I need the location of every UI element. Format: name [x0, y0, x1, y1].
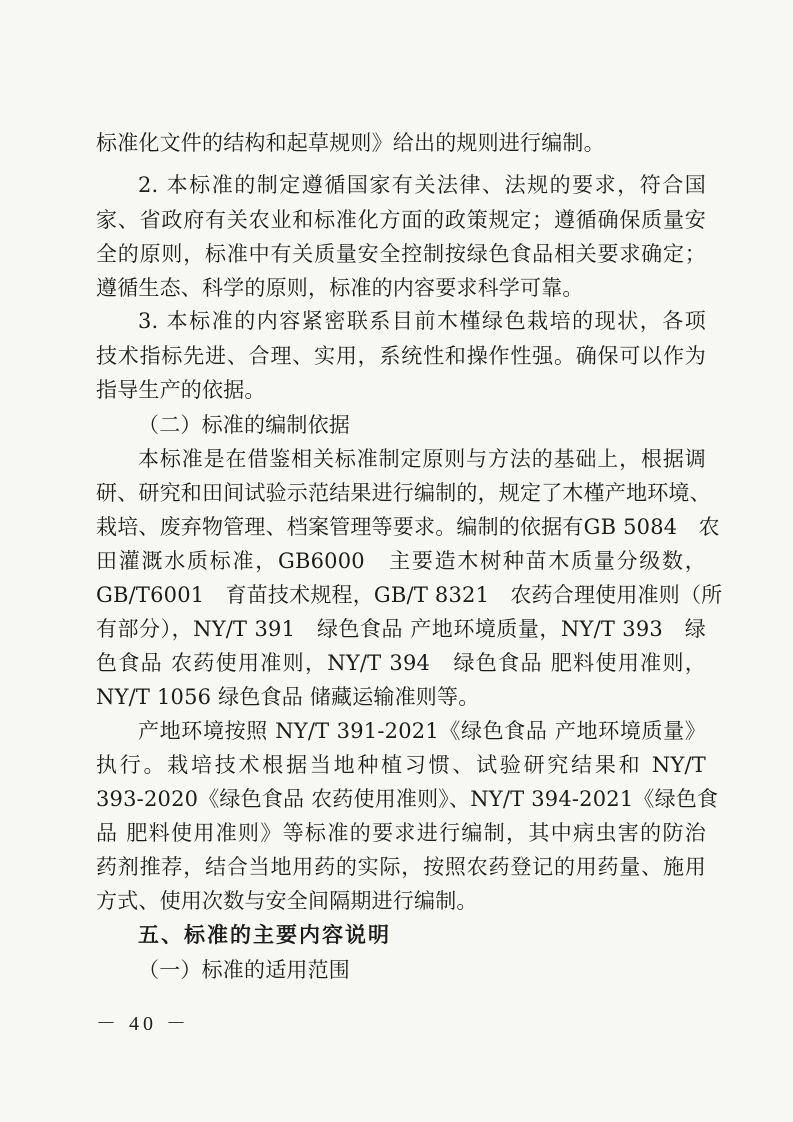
section-subheading: （一）标准的适用范围: [138, 958, 350, 982]
section-heading: 五、标准的主要内容说明: [138, 923, 391, 947]
paragraph-line: 药剂推荐，结合当地用药的实际，按照农药登记的用药量、施用: [96, 855, 706, 879]
paragraph-line: 栽培、废弃物管理、档案管理等要求。编制的依据有GB 5084 农: [96, 515, 720, 539]
paragraph-line: GB/T6001 育苗技术规程，GB/T 8321 农药合理使用准则（所: [96, 583, 723, 607]
paragraph-line: 指导生产的依据。: [96, 378, 266, 402]
paragraph-line: 产地环境按照 NY/T 391-2021《绿色食品 产地环境质量》: [138, 719, 706, 743]
paragraph-line: 家、省政府有关农业和标准化方面的政策规定；遵循确保质量安: [96, 208, 706, 232]
paragraph-line: 标准化文件的结构和起草规则》给出的规则进行编制。: [96, 131, 605, 155]
paragraph-line: 393-2020《绿色食品 农药使用准则》、NY/T 394-2021《绿色食: [96, 787, 719, 811]
paragraph-line: 3. 本标准的内容紧密联系目前木槿绿色栽培的现状，各项: [138, 309, 706, 333]
paragraph-line: 品 肥料使用准则》等标准的要求进行编制，其中病虫害的防治: [96, 821, 706, 845]
paragraph-line: 遵循生态、科学的原则，标准的内容要求科学可靠。: [96, 276, 584, 300]
paragraph-line: 技术指标先进、合理、实用，系统性和操作性强。确保可以作为: [96, 344, 706, 368]
page-number: － 40 －: [96, 1013, 190, 1035]
paragraph-line: 田灌溉水质标准，GB6000 主要造木树种苗木质量分级数，: [96, 549, 706, 573]
paragraph-line: 色食品 农药使用准则，NY/T 394 绿色食品 肥料使用准则，: [96, 651, 706, 675]
section-subheading: （二）标准的编制依据: [138, 413, 350, 437]
paragraph-line: 执行。栽培技术根据当地种植习惯、试验研究结果和 NY/T: [96, 753, 706, 777]
paragraph-line: 2. 本标准的制定遵循国家有关法律、法规的要求，符合国: [138, 173, 706, 197]
paragraph-line: 本标准是在借鉴相关标准制定原则与方法的基础上，根据调: [138, 447, 706, 471]
paragraph-line: 有部分），NY/T 391 绿色食品 产地环境质量，NY/T 393 绿: [96, 617, 706, 641]
paragraph-line: NY/T 1056 绿色食品 储藏运输准则等。: [96, 685, 480, 709]
paragraph-line: 全的原则，标准中有关质量安全控制按绿色食品相关要求确定；: [96, 242, 706, 266]
paragraph-line: 方式、使用次数与安全间隔期进行编制。: [96, 889, 478, 913]
paragraph-line: 研、研究和田间试验示范结果进行编制的，规定了木槿产地环境、: [96, 481, 711, 505]
